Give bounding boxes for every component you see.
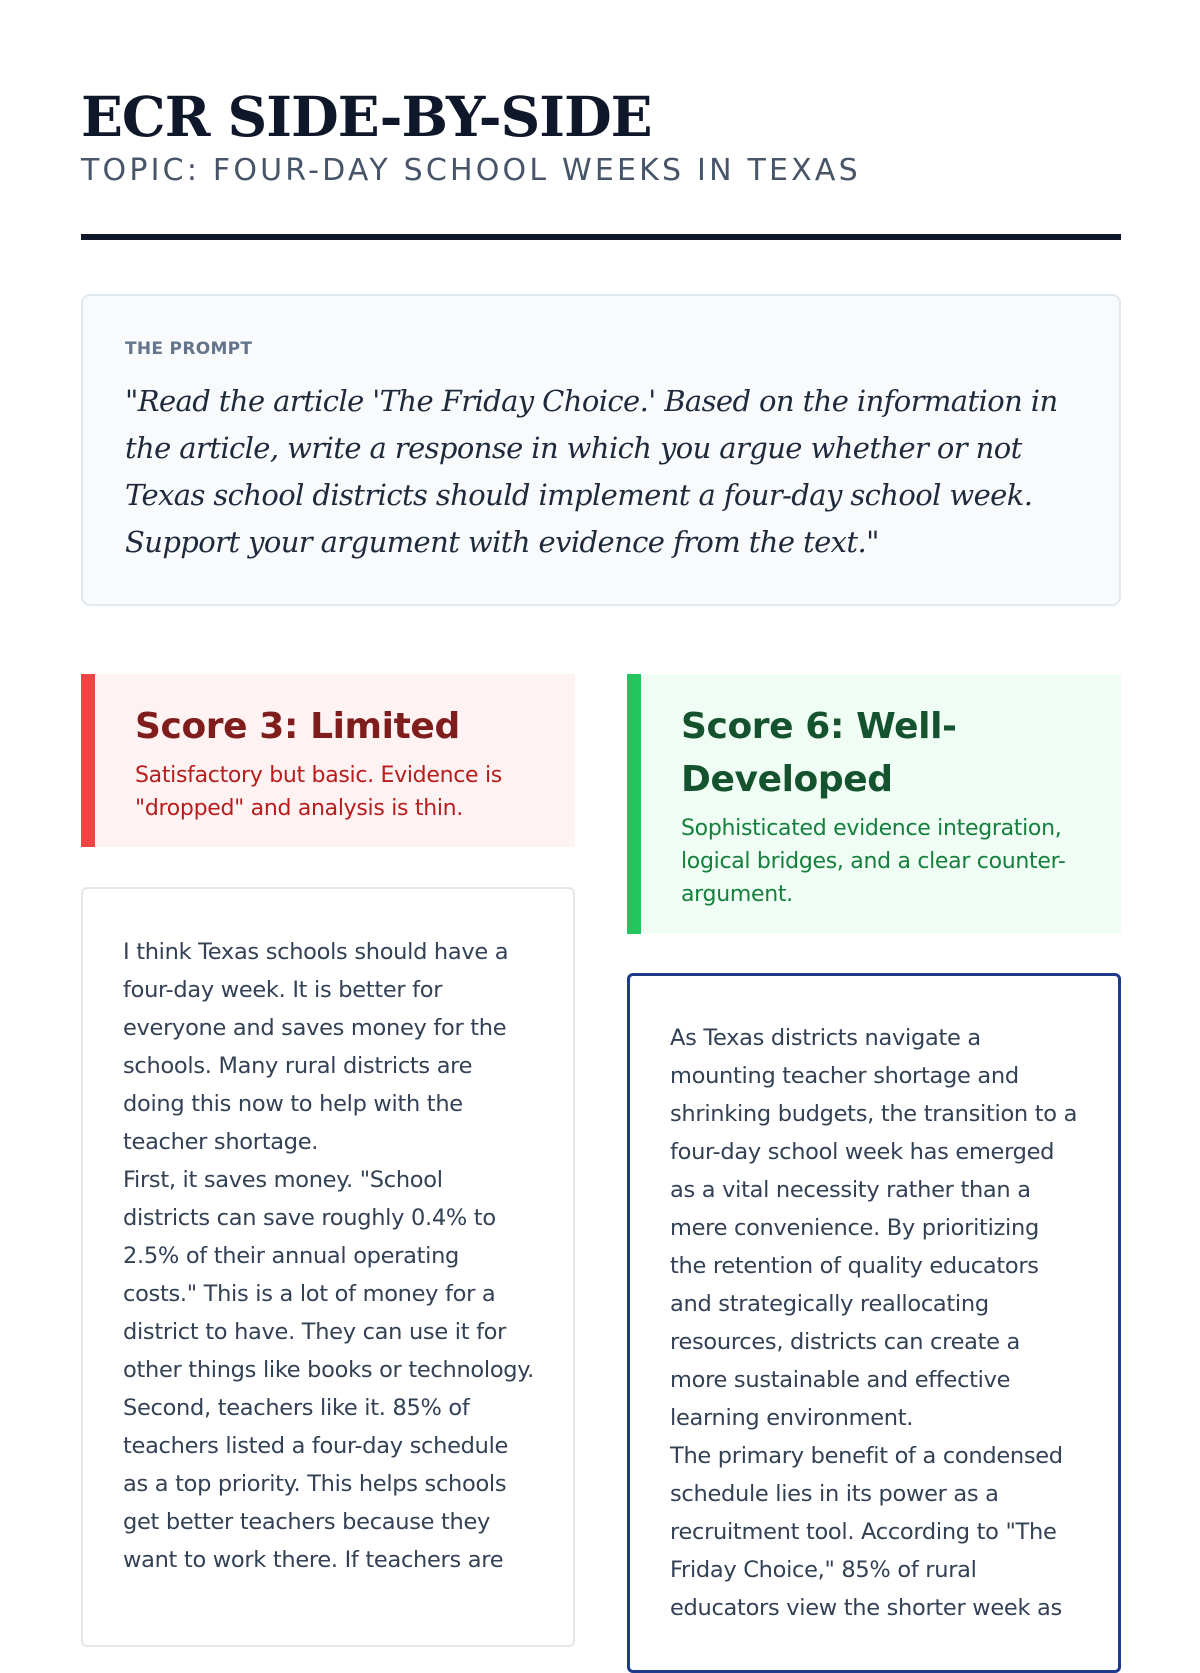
score-6-header <box>627 674 1121 934</box>
score-6-essay <box>627 973 1121 1673</box>
title-divider <box>81 234 1121 240</box>
prompt-text: "Read the article 'The Friday Choice.' Based on the information in the article, write a response in which you argue whether or not Texas school districts should implement a four-day school week. Support your argument with evidence from the text." <box>125 384 1058 559</box>
essay-paragraph: I think Texas schools should have a four-day week. It is better for everyone and saves money for the schools. Many rural districts are doing this now to help with the teacher shortage. <box>123 939 509 1155</box>
essay-paragraph: Second, teachers like it. 85% of teachers listed a four-day schedule as a top priority. This helps schools get better teachers because they want to work there. If teachers are <box>123 1395 509 1573</box>
page-subtitle: TOPIC: FOUR-DAY SCHOOL WEEKS IN TEXAS <box>81 153 861 188</box>
score-6-title: Score 6: Well-Developed <box>681 706 957 800</box>
score-3-title: Score 3: Limited <box>135 706 460 747</box>
page-title: ECR SIDE-BY-SIDE <box>81 84 652 149</box>
score-6-description: Sophisticated evidence integration, logical bridges, and a clear counter-argument. <box>681 816 1066 907</box>
score-3-header <box>81 674 575 847</box>
prompt-card <box>81 294 1121 606</box>
score-3-essay <box>81 887 575 1647</box>
essay-paragraph: First, it saves money. "School districts can save roughly 0.4% to 2.5% of their annual operating costs." This is a lot of money for a district to have. They can use it for other things like books or technology. <box>123 1167 534 1383</box>
prompt-label: THE PROMPT <box>125 339 253 359</box>
essay-paragraph: The primary benefit of a condensed schedule lies in its power as a recruitment tool. According to "The Friday Choice," 85% of rural educators view the shorter week as <box>670 1443 1063 1621</box>
score-3-description: Satisfactory but basic. Evidence is "dropped" and analysis is thin. <box>135 763 502 821</box>
essay-paragraph: As Texas districts navigate a mounting teacher shortage and shrinking budgets, the transition to a four-day school week has emerged as a vital necessity rather than a mere convenience. By prioritizing the retention of quality educators and strategically reallocating resources, districts can create a more sustainable and effective learning environment. <box>670 1025 1078 1431</box>
